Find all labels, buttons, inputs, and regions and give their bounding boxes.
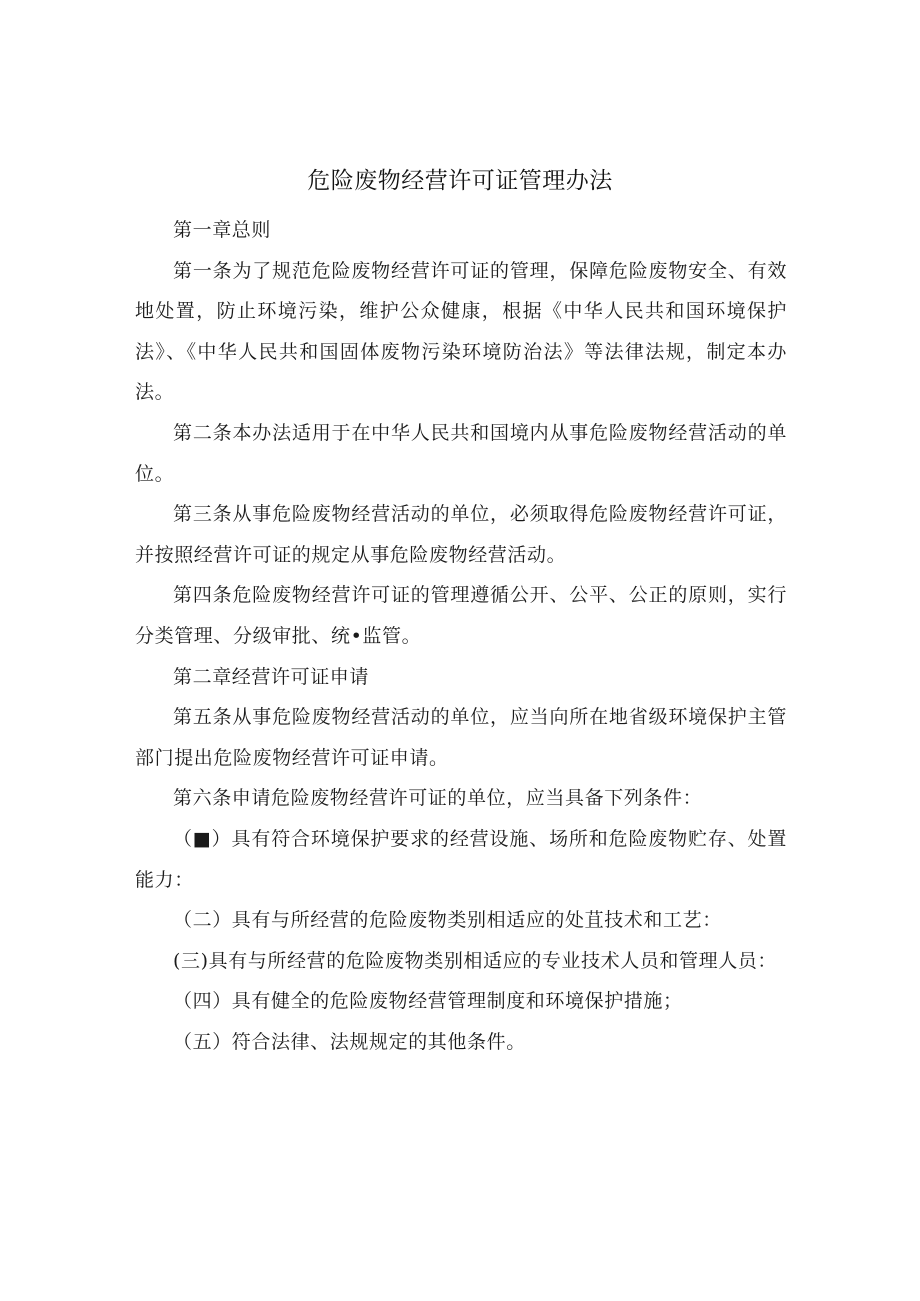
list-item: （■）具有符合环境保护要求的经营设施、场所和危险废物贮存、处置能力： (135, 827, 787, 891)
document-title: 危险废物经营许可证管理办法 (307, 168, 613, 194)
article-paragraph: 第四条危险废物经营许可证的管理遵循公开、公平、公正的原则，实行分类管理、分级审批、统•监管。 (135, 584, 787, 647)
list-item: （四）具有健全的危险废物经营管理制度和环境保护措施； (173, 990, 683, 1013)
article-paragraph: 第六条申请危险废物经营许可证的单位，应当具备下列条件： (173, 787, 703, 810)
chapter-heading: 第一章总则 (173, 219, 272, 241)
article-paragraph: 第三条从事危险废物经营活动的单位，必须取得危险废物经营许可证，并按照经营许可证的规定从事危险废物经营活动。 (135, 503, 787, 566)
list-item: (三)具有与所经营的危险废物类别相适应的专业技术人员和管理人员： (173, 949, 778, 972)
article-paragraph: 第五条从事危险废物经营活动的单位，应当向所在地省级环境保护主管部门提出危险废物经营许可证申请。 (135, 706, 787, 769)
document-body (135, 210, 787, 1062)
list-item: （五）符合法律、法规规定的其他条件。 (173, 1030, 526, 1053)
chapter-heading: 第二章经营许可证申请 (173, 665, 370, 688)
article-paragraph: 第二条本办法适用于在中华人民共和国境内从事危险废物经营活动的单位。 (135, 421, 787, 485)
article-paragraph: 第一条为了规范危险废物经营许可证的管理，保障危险废物安全、有效地处置，防止环境污染，维护公众健康，根据《中华人民共和国环境保护法》、《中华人民共和国固体废物污染环境防治法》等法律法规，制定本办法。 (135, 259, 787, 404)
list-item: （二）具有与所经营的危险废物类别相适应的处苴技术和工艺： (173, 909, 722, 932)
